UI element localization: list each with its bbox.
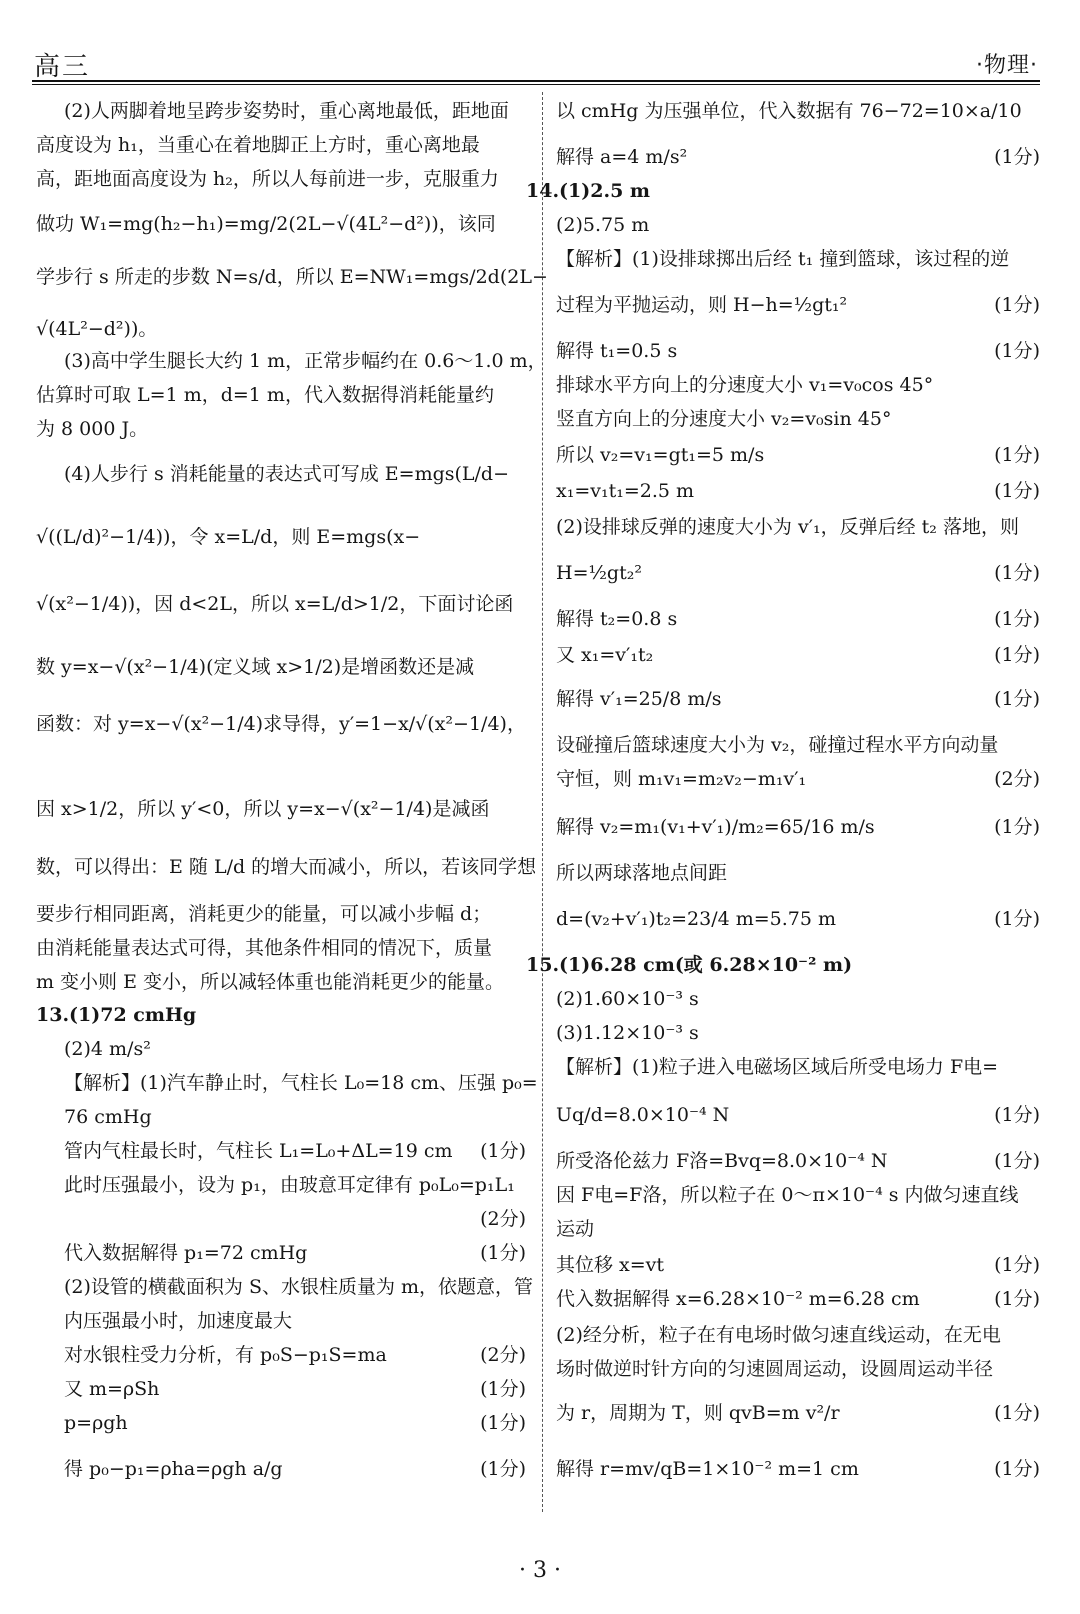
text-line: 守恒，则 m₁v₁=m₂v₂−m₁v′₁ xyxy=(556,768,807,790)
right-line xyxy=(556,646,1044,665)
header-rule-thin xyxy=(32,84,1040,85)
text-line: (2)设排球反弹的速度大小为 v′₁，反弹后经 t₂ 落地，则 xyxy=(556,516,1019,538)
question-number-line: 15.(1)6.28 cm(或 6.28×10⁻² m) xyxy=(526,954,853,976)
text-line: 函数：对 y=x−√(x²−1/4)求导得，y′=1−x/√(x²−1/4)， xyxy=(36,713,526,735)
left-line xyxy=(36,528,530,547)
score-points: (1分) xyxy=(480,1412,526,1434)
text-line: (2)人两脚着地呈跨步姿势时，重心离地最低，距地面 xyxy=(64,100,509,122)
text-line: 【解析】(1)设排球掷出后经 t₁ 撞到篮球，该过程的逆 xyxy=(556,248,1010,270)
right-line xyxy=(556,216,1044,235)
text-line: 要步行相同距离，消耗更少的能量，可以减小步幅 d； xyxy=(36,903,492,925)
text-line: m 变小则 E 变小，所以减轻体重也能消耗更少的能量。 xyxy=(36,971,505,993)
right-line xyxy=(556,296,1044,315)
right-line xyxy=(556,770,1044,789)
left-line xyxy=(36,1176,530,1195)
text-line: 代入数据解得 x=6.28×10⁻² m=6.28 cm xyxy=(556,1288,920,1310)
text-line: 所以 v₂=v₁=gt₁=5 m/s xyxy=(556,444,765,466)
left-line xyxy=(36,420,530,439)
right-line xyxy=(556,1106,1044,1125)
text-line: 解得 r=mv/qB=1×10⁻² m=1 cm xyxy=(556,1458,859,1480)
left-line xyxy=(36,1142,530,1161)
right-line xyxy=(556,864,1044,883)
right-line xyxy=(556,818,1044,837)
text-line: 对水银柱受力分析，有 p₀S−p₁S=ma xyxy=(64,1344,387,1366)
right-line xyxy=(556,1152,1044,1171)
text-line: 估算时可取 L=1 m，d=1 m，代入数据得消耗能量约 xyxy=(36,384,494,406)
left-line xyxy=(36,1276,534,1298)
left-line xyxy=(36,715,530,734)
right-line xyxy=(556,518,1044,537)
score-points: (1分) xyxy=(994,608,1040,630)
left-line xyxy=(36,905,530,924)
text-line: 得 p₀−p₁=ρha=ρgh a/g xyxy=(64,1458,283,1480)
text-line: √((L/d)²−1/4))，令 x=L/d，则 E=mgs(x− xyxy=(36,526,421,548)
text-line: (2)经分析，粒子在有电场时做匀速直线运动，在无电 xyxy=(556,1324,1001,1346)
left-line xyxy=(36,856,537,878)
text-line: 内压强最小时，加速度最大 xyxy=(64,1310,293,1332)
score-points: (1分) xyxy=(480,1378,526,1400)
left-line xyxy=(36,1460,530,1479)
left-line xyxy=(36,102,530,121)
text-line: 【解析】(1)粒子进入电磁场区域后所受电场力 F电= xyxy=(556,1056,999,1078)
left-line xyxy=(36,1244,530,1263)
text-line: 运动 xyxy=(556,1218,595,1240)
right-line xyxy=(556,376,1044,395)
left-line xyxy=(36,320,530,339)
question-number-line: 13.(1)72 cmHg xyxy=(36,1004,197,1026)
score-points: (1分) xyxy=(480,1140,526,1162)
right-line xyxy=(556,1326,1044,1345)
left-line xyxy=(36,973,530,992)
text-line: 解得 t₂=0.8 s xyxy=(556,608,678,630)
right-line xyxy=(556,1360,1044,1379)
right-line xyxy=(556,990,1044,1009)
left-line xyxy=(36,800,530,819)
right-line xyxy=(556,1404,1044,1423)
right-line xyxy=(556,1220,1044,1239)
score-points: (1分) xyxy=(994,480,1040,502)
text-line: 设碰撞后篮球速度大小为 v₂，碰撞过程水平方向动量 xyxy=(556,734,999,756)
text-line: 学步行 s 所走的步数 N=s/d，所以 E=NW₁=mgs/2d(2L− xyxy=(36,266,548,288)
text-line: p=ρgh xyxy=(64,1412,128,1434)
right-line xyxy=(556,690,1044,709)
right-line xyxy=(556,148,1044,167)
score-points: (1分) xyxy=(480,1242,526,1264)
score-points: (2分) xyxy=(480,1208,526,1230)
right-line xyxy=(556,446,1044,465)
left-line xyxy=(36,136,530,155)
text-line: 76 cmHg xyxy=(64,1106,152,1128)
text-line: 解得 a=4 m/s² xyxy=(556,146,688,168)
right-line xyxy=(556,342,1044,361)
text-line: √(x²−1/4))，因 d<2L，所以 x=L/d>1/2，下面讨论函 xyxy=(36,593,514,615)
score-points: (1分) xyxy=(994,1150,1040,1172)
text-line: 竖直方向上的分速度大小 v₂=v₀sin 45° xyxy=(556,408,892,430)
right-line xyxy=(556,1256,1044,1275)
left-line xyxy=(36,215,530,234)
text-line: d=(v₂+v′₁)t₂=23/4 m=5.75 m xyxy=(556,908,837,930)
subject-label: ·物理· xyxy=(976,53,1038,78)
text-line: Uq/d=8.0×10⁻⁴ N xyxy=(556,1104,730,1126)
text-line: 其位移 x=vt xyxy=(556,1254,665,1276)
text-line: 做功 W₁=mg(h₂−h₁)=mg/2(2L−√(4L²−d²))，该同 xyxy=(36,213,496,235)
right-line xyxy=(526,182,1044,201)
text-line: 以 cmHg 为压强单位，代入数据有 76−72=10×a/10 xyxy=(556,100,1022,122)
score-points: (1分) xyxy=(994,340,1040,362)
right-line xyxy=(556,410,1044,429)
left-line xyxy=(36,350,547,372)
score-points: (1分) xyxy=(994,1288,1040,1310)
text-line: 高度设为 h₁，当重心在着地脚正上方时，重心离地最 xyxy=(36,134,480,156)
score-points: (1分) xyxy=(994,644,1040,666)
left-line xyxy=(36,465,530,484)
text-line: x₁=v₁t₁=2.5 m xyxy=(556,480,695,502)
text-line: (2)5.75 m xyxy=(556,214,650,236)
left-line xyxy=(36,1108,530,1127)
right-line xyxy=(556,1290,1044,1309)
left-line xyxy=(36,939,530,958)
left-line xyxy=(36,1072,538,1094)
text-line: 此时压强最小，设为 p₁，由玻意耳定律有 p₀L₀=p₁L₁ xyxy=(64,1174,515,1196)
question-number-line: 14.(1)2.5 m xyxy=(526,180,651,202)
text-line: 为 r，周期为 T，则 qvB=m v²/r xyxy=(556,1402,840,1424)
left-line xyxy=(36,266,548,288)
column-divider xyxy=(542,92,543,1512)
header-rule xyxy=(32,80,1040,82)
right-line xyxy=(556,482,1044,501)
score-points: (1分) xyxy=(994,1458,1040,1480)
score-points: (1分) xyxy=(994,294,1040,316)
score-points: (1分) xyxy=(994,1402,1040,1424)
right-line xyxy=(556,1186,1044,1205)
score-points: (1分) xyxy=(994,908,1040,930)
text-line: 排球水平方向上的分速度大小 v₁=v₀cos 45° xyxy=(556,374,934,396)
score-points: (1分) xyxy=(994,146,1040,168)
text-line: (2)设管的横截面积为 S、水银柱质量为 m，依题意，管 xyxy=(64,1276,534,1298)
right-line xyxy=(556,564,1044,583)
grade-label: 高三 xyxy=(34,52,91,82)
text-line: (4)人步行 s 消耗能量的表达式可写成 E=mgs(L/d− xyxy=(64,463,510,485)
text-line: 解得 t₁=0.5 s xyxy=(556,340,678,362)
right-line xyxy=(556,1058,1044,1077)
text-line: (2)4 m/s² xyxy=(64,1038,151,1060)
text-line: 高，距地面高度设为 h₂，所以人每前进一步，克服重力 xyxy=(36,168,499,190)
text-line: 由消耗能量表达式可得，其他条件相同的情况下，质量 xyxy=(36,937,493,959)
text-line: 解得 v′₁=25/8 m/s xyxy=(556,688,722,710)
right-line xyxy=(526,956,1044,975)
score-points: (2分) xyxy=(994,768,1040,790)
left-line xyxy=(36,1312,530,1331)
text-line: 因 x>1/2，所以 y′<0，所以 y=x−√(x²−1/4)是减函 xyxy=(36,798,490,820)
page-number: · 3 · xyxy=(519,1558,561,1583)
score-points: (1分) xyxy=(994,688,1040,710)
text-line: 所以两球落地点间距 xyxy=(556,862,728,884)
score-points: (1分) xyxy=(994,562,1040,584)
right-line xyxy=(556,910,1044,929)
score-points: (1分) xyxy=(994,444,1040,466)
text-line: 为 8 000 J。 xyxy=(36,418,149,440)
text-line: 因 F电=F洛，所以粒子在 0～π×10⁻⁴ s 内做匀速直线 xyxy=(556,1184,1019,1206)
text-line: 数，可以得出：E 随 L/d 的增大而减小，所以，若该同学想 xyxy=(36,856,537,878)
text-line: 过程为平抛运动，则 H−h=½gt₁² xyxy=(556,294,848,316)
left-line xyxy=(36,1414,530,1433)
text-line: 【解析】(1)汽车静止时，气柱长 L₀=18 cm、压强 p₀= xyxy=(64,1072,538,1094)
text-line: 所受洛伦兹力 F洛=Bvq=8.0×10⁻⁴ N xyxy=(556,1150,888,1172)
text-line: 又 x₁=v′₁t₂ xyxy=(556,644,654,666)
text-line: 又 m=ρSh xyxy=(64,1378,160,1400)
text-line: (2)1.60×10⁻³ s xyxy=(556,988,699,1010)
right-line xyxy=(556,1024,1044,1043)
text-line: 场时做逆时针方向的匀速圆周运动，设圆周运动半径 xyxy=(556,1358,994,1380)
left-line xyxy=(36,658,530,677)
text-line: √(4L²−d²))。 xyxy=(36,318,158,340)
text-line: 管内气柱最长时，气柱长 L₁=L₀+ΔL=19 cm xyxy=(64,1140,453,1162)
right-line xyxy=(556,250,1044,269)
text-line: (3)高中学生腿长大约 1 m，正常步幅约在 0.6～1.0 m， xyxy=(64,350,547,372)
right-line xyxy=(556,1460,1044,1479)
text-line: (3)1.12×10⁻³ s xyxy=(556,1022,699,1044)
right-line xyxy=(556,610,1044,629)
left-line xyxy=(36,1380,530,1399)
right-line xyxy=(556,102,1044,121)
text-line: 数 y=x−√(x²−1/4)(定义域 x>1/2)是增函数还是减 xyxy=(36,656,475,678)
left-line xyxy=(36,386,530,405)
left-line xyxy=(36,595,530,614)
score-points: (1分) xyxy=(994,816,1040,838)
left-line xyxy=(36,1006,530,1025)
right-line xyxy=(556,736,1044,755)
left-line xyxy=(36,170,530,189)
score-points: (2分) xyxy=(480,1344,526,1366)
left-line xyxy=(36,1346,530,1365)
text-line: H=½gt₂² xyxy=(556,562,642,584)
left-line xyxy=(36,1040,530,1059)
score-points: (1分) xyxy=(994,1104,1040,1126)
score-points: (1分) xyxy=(480,1458,526,1480)
text-line: 代入数据解得 p₁=72 cmHg xyxy=(64,1242,308,1264)
text-line: 解得 v₂=m₁(v₁+v′₁)/m₂=65/16 m/s xyxy=(556,816,875,838)
score-points: (1分) xyxy=(994,1254,1040,1276)
